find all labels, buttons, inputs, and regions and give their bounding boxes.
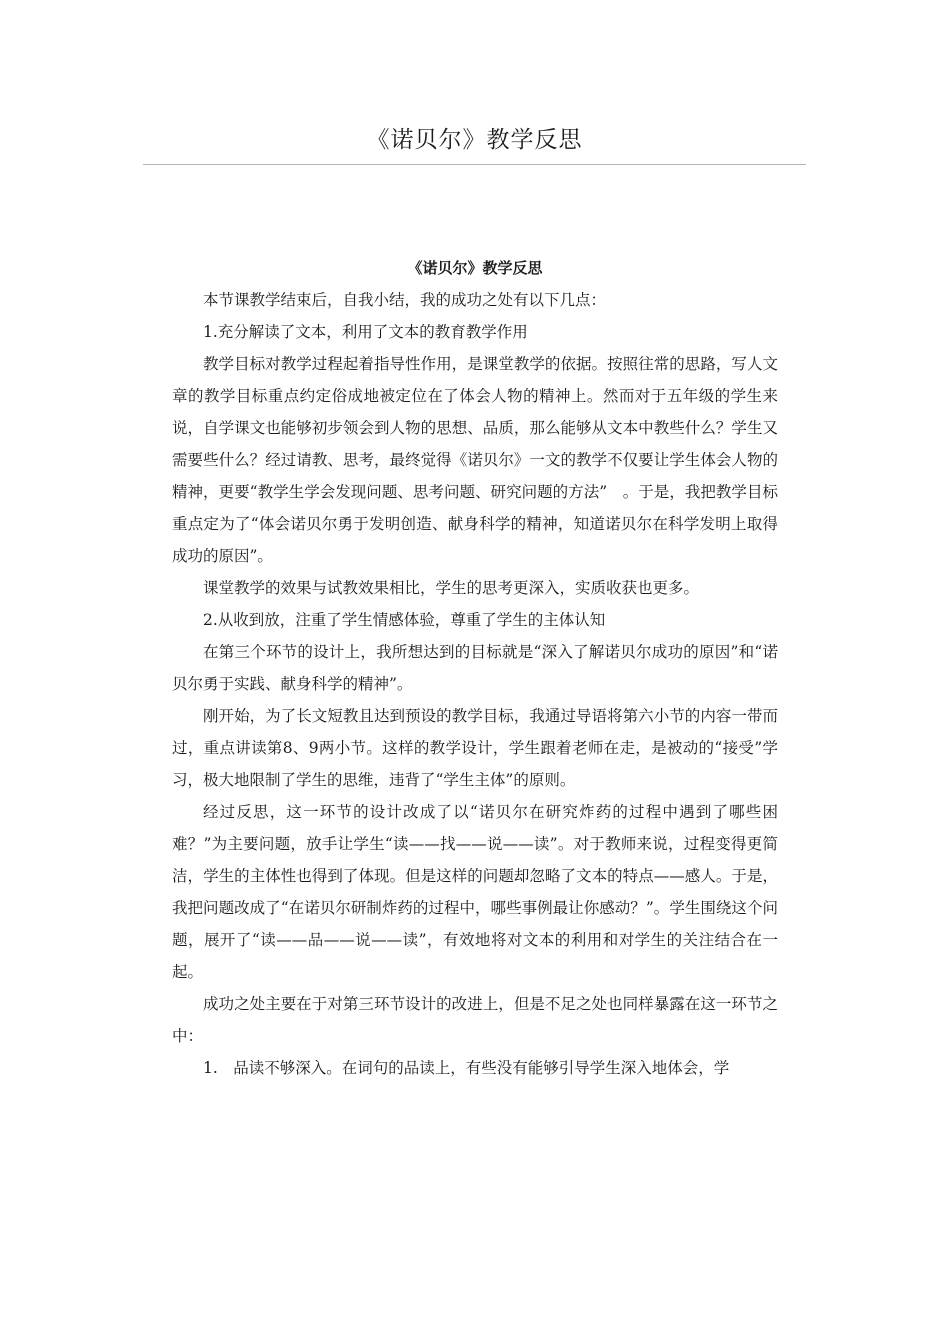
paragraph-shortcomings-intro: 成功之处主要在于对第三环节设计的改进上，但是不足之处也同样暴露在这一环节之中： — [172, 995, 778, 1045]
document-title: 《诺贝尔》教学反思 — [407, 259, 543, 277]
paragraph-initial-design: 刚开始，为了长文短教且达到预设的教学目标，我通过导语将第六小节的内容一带而过，重点讲读第8、9两小节。这样的教学设计，学生跟着老师在走，是被动的“接受”学习，极大地限制了学生的思维，违背了“学生主体”的原则。 — [172, 707, 778, 789]
paragraph-shortcoming-1: 1. 品读不够深入。在词句的品读上，有些没有能够引导学生深入地体会，学 — [203, 1059, 730, 1077]
page-header-title: 《诺贝尔》教学反思 — [366, 127, 583, 153]
document-body — [172, 252, 778, 1084]
paragraph-teaching-goal: 教学目标对教学过程起着指导性作用，是课堂教学的依据。按照往常的思路，写人文章的教学目标重点约定俗成地被定位在了体会人物的精神上。然而对于五年级的学生来说，自学课文也能够初步领会到人物的思想、品质，那么能够从文本中教些什么？学生又需要些什么？经过请教、思考，最终觉得《诺贝尔》一文的教学不仅要让学生体会人物的精神，更要“教学生学会发现问题、思考问题、研究问题的方法” 。于是，我把教学目标重点定为了“体会诺贝尔勇于发明创造、献身科学的精神，知道诺贝尔在科学发明上取得成功的原因”。 — [172, 355, 778, 565]
paragraph-point-2-heading: 2.从收到放，注重了学生情感体验，尊重了学生的主体认知 — [203, 611, 606, 629]
paragraph-reflection: 经过反思，这一环节的设计改成了以“诺贝尔在研究炸药的过程中遇到了哪些困难？”为主要问题，放手让学生“读——找——说——读”。对于教师来说，过程变得更简洁，学生的主体性也得到了体现。但是这样的问题却忽略了文本的特点——感人。于是，我把问题改成了“在诺贝尔研制炸药的过程中，哪些事例最让你感动？”。学生围绕这个问题，展开了“读——品——说——读”，有效地将对文本的利用和对学生的关注结合在一起。 — [172, 803, 778, 981]
paragraph-intro: 本节课教学结束后，自我小结，我的成功之处有以下几点： — [203, 291, 607, 309]
paragraph-third-segment: 在第三个环节的设计上，我所想达到的目标就是“深入了解诺贝尔成功的原因”和“诺贝尔勇于实践、献身科学的精神”。 — [172, 643, 778, 693]
page-header — [143, 118, 806, 165]
paragraph-point-1-heading: 1.充分解读了文本，利用了文本的教育教学作用 — [203, 323, 528, 341]
paragraph-effect: 课堂教学的效果与试教效果相比，学生的思考更深入，实质收获也更多。 — [203, 579, 700, 597]
